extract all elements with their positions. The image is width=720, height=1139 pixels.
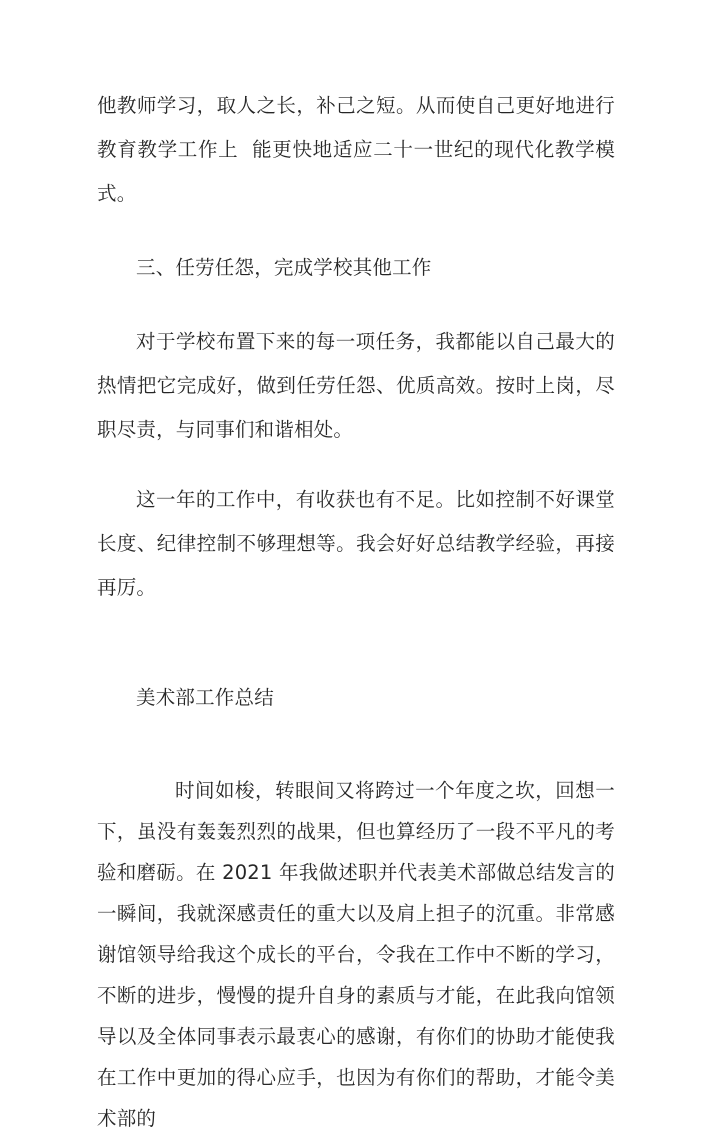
- document-text-column: [97, 84, 615, 1139]
- block-spacer: [97, 216, 615, 246]
- paragraph-art-department: 时间如梭，转眼间又将跨过一个年度之坎，回想一下，虽没有轰轰烈烈的战果，但也算经历了一段不平凡的考验和磨砺。在 2021 年我做述职并代表美术部做总结发言的一瞬间，我就深感责任的重大以及肩上担子的沉重。非常感谢馆领导给我这个成长的平台，令我在工作中不断的学习，不断的进步，慢慢的提升自身的素质与才能，在此我向馆领导以及全体同事表示最衷心的感谢，有你们的协助才能使我在工作中更加的得心应手，也因为有你们的帮助，才能令美术部的: [97, 779, 615, 1130]
- block-spacer: [97, 720, 615, 770]
- paragraph-tasks: 对于学校布置下来的每一项任务，我都能以自己最大的热情把它完成好，做到任劳任怨、优质高效。按时上岗，尽职尽责，与同事们和谐相处。: [97, 330, 615, 441]
- report-title: 美术部工作总结: [136, 686, 274, 709]
- section-heading-three: 三、任劳任怨，完成学校其他工作: [136, 256, 432, 279]
- paragraph-year-review: 这一年的工作中，有收获也有不足。比如控制不好课堂长度、纪律控制不够理想等。我会好好总结教学经验，再接再厉。: [97, 488, 615, 599]
- block-spacer: [97, 290, 615, 320]
- block-spacer: [97, 452, 615, 478]
- block-spacer: [97, 610, 615, 676]
- paragraph-continuation: 他教师学习，取人之长，补己之短。从而使自己更好地进行教育教学工作上 能更快地适应二十一世纪的现代化教学模式。: [97, 94, 615, 205]
